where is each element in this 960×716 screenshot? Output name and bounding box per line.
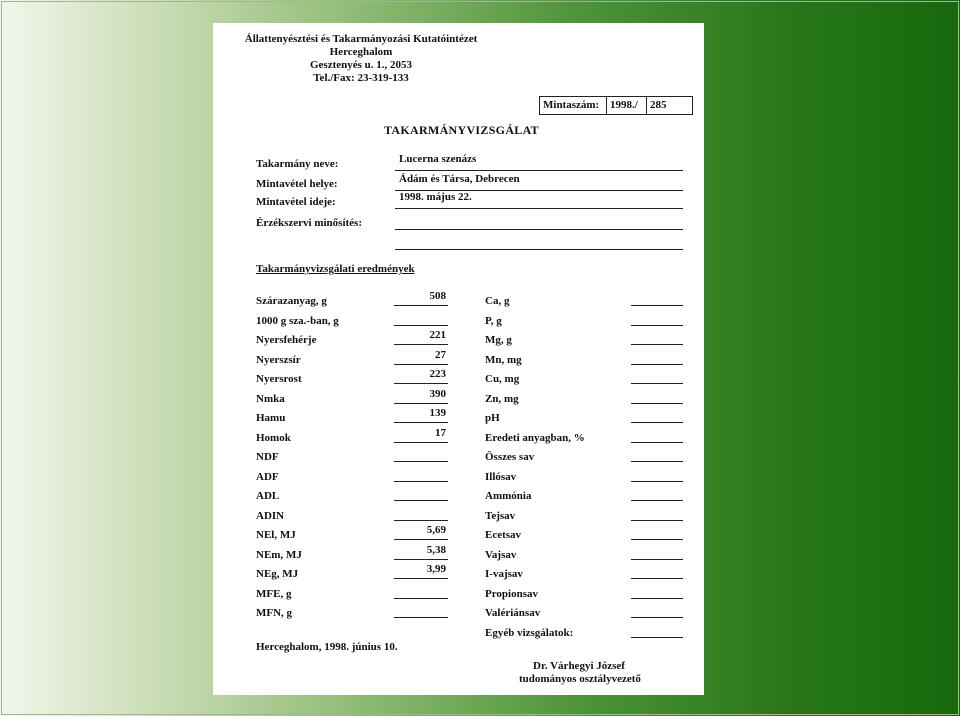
result-label: NEg, MJ (256, 568, 299, 580)
result-value: 27 (435, 348, 446, 361)
result-label: Eredeti anyagban, % (485, 431, 585, 444)
result-label: Mg, g (485, 334, 512, 346)
result-underline (631, 637, 683, 638)
result-value: 221 (429, 329, 446, 341)
result-underline (394, 364, 448, 365)
result-label: Cu, mg (485, 373, 520, 385)
result-underline (394, 598, 448, 599)
result-underline (394, 403, 448, 404)
result-underline (394, 442, 448, 443)
result-value: 223 (429, 368, 446, 380)
result-label: Hamu (256, 412, 286, 424)
institute-address: Gesztenyés u. 1., 2053 (309, 59, 413, 71)
result-label: ADF (256, 470, 279, 483)
result-label: ADIN (256, 509, 285, 522)
result-label: Nyersfehérje (256, 334, 317, 346)
result-label: Nyerszsír (256, 353, 301, 366)
result-underline (631, 442, 683, 443)
result-underline (631, 598, 683, 599)
institute-name: Állattenyésztési és Takarmányozási Kutatóintézet (244, 33, 478, 45)
result-label: Egyéb vizsgálatok: (485, 626, 574, 639)
info-extra-underline (395, 249, 683, 250)
result-label: ADL (256, 490, 280, 502)
sample-number: 285 (646, 97, 670, 114)
result-label: NEm, MJ (256, 548, 302, 561)
result-label: Nyersrost (256, 373, 302, 385)
info-underline (395, 170, 683, 171)
info-value: Ádám és Társa, Debrecen (399, 173, 520, 185)
result-label: MFN, g (256, 607, 293, 619)
place-date: Herceghalom, 1998. június 10. (256, 641, 398, 653)
result-label: Valériánsav (485, 607, 541, 619)
result-underline (631, 422, 683, 423)
result-label: Mn, mg (485, 353, 522, 366)
result-underline (394, 344, 448, 345)
institute-city: Herceghalom (329, 46, 393, 58)
result-underline (631, 461, 683, 462)
results-heading: Takarmányvizsgálati eredmények (256, 263, 415, 275)
info-underline (395, 208, 683, 209)
result-value: 3,99 (426, 563, 446, 575)
result-underline (631, 500, 683, 501)
result-label: Zn, mg (485, 392, 519, 405)
result-underline (394, 481, 448, 482)
scanned-document (213, 23, 704, 695)
result-underline (631, 305, 683, 306)
info-value: Lucerna szenázs (399, 153, 477, 165)
result-underline (394, 520, 448, 521)
result-label: I-vajsav (485, 568, 523, 580)
info-underline (395, 229, 683, 230)
result-value: 5,69 (426, 524, 446, 536)
result-label: NEl, MJ (256, 529, 296, 541)
signer-title: tudományos osztályvezető (519, 673, 641, 685)
result-label: Illósav (485, 470, 517, 483)
result-underline (631, 617, 683, 618)
result-value: 17 (435, 426, 446, 439)
result-underline (394, 500, 448, 501)
result-underline (394, 559, 448, 560)
result-label: Ammónia (485, 490, 532, 502)
result-value: 5,38 (426, 543, 446, 556)
result-label: Vajsav (485, 548, 517, 561)
result-label: Ca, g (485, 295, 510, 307)
sample-label: Mintaszám: (543, 99, 600, 111)
result-label: Tejsav (485, 509, 516, 522)
info-label: Érzékszervi minősítés: (256, 217, 362, 229)
result-underline (631, 539, 683, 540)
result-underline (394, 325, 448, 326)
result-label: Homok (256, 431, 291, 444)
institute-phone: Tel./Fax: 23-319-133 (313, 72, 409, 84)
result-underline (394, 422, 448, 423)
result-value: 139 (429, 407, 446, 419)
result-value: 508 (429, 290, 446, 302)
result-label: Ecetsav (485, 529, 522, 541)
result-value: 390 (429, 387, 446, 400)
info-label: Mintavétel helye: (256, 178, 338, 190)
result-underline (394, 383, 448, 384)
result-underline (631, 559, 683, 560)
result-label: MFE, g (256, 587, 292, 600)
result-label: 1000 g sza.-ban, g (256, 314, 339, 327)
result-underline (394, 578, 448, 579)
sample-year: 1998./ (606, 97, 646, 114)
result-underline (631, 344, 683, 345)
document-title: TAKARMÁNYVIZSGÁLAT (384, 123, 539, 137)
sample-number-box (539, 96, 693, 115)
result-underline (394, 305, 448, 306)
result-label: NDF (256, 451, 279, 463)
result-label: P, g (485, 314, 502, 327)
result-underline (631, 364, 683, 365)
signer-name: Dr. Várhegyi József (533, 660, 625, 672)
result-underline (631, 520, 683, 521)
result-underline (631, 325, 683, 326)
result-underline (631, 383, 683, 384)
result-underline (394, 461, 448, 462)
result-label: Propionsav (485, 587, 538, 600)
result-label: Szárazanyag, g (256, 295, 327, 307)
info-label: Mintavétel ideje: (256, 196, 336, 208)
result-underline (631, 481, 683, 482)
result-underline (631, 403, 683, 404)
result-label: Nmka (256, 392, 285, 405)
result-label: Összes sav (485, 451, 535, 463)
info-value: 1998. május 22. (399, 191, 472, 203)
info-label: Takarmány neve: (256, 158, 339, 170)
result-underline (394, 617, 448, 618)
result-underline (394, 539, 448, 540)
result-underline (631, 578, 683, 579)
result-label: pH (485, 412, 500, 424)
